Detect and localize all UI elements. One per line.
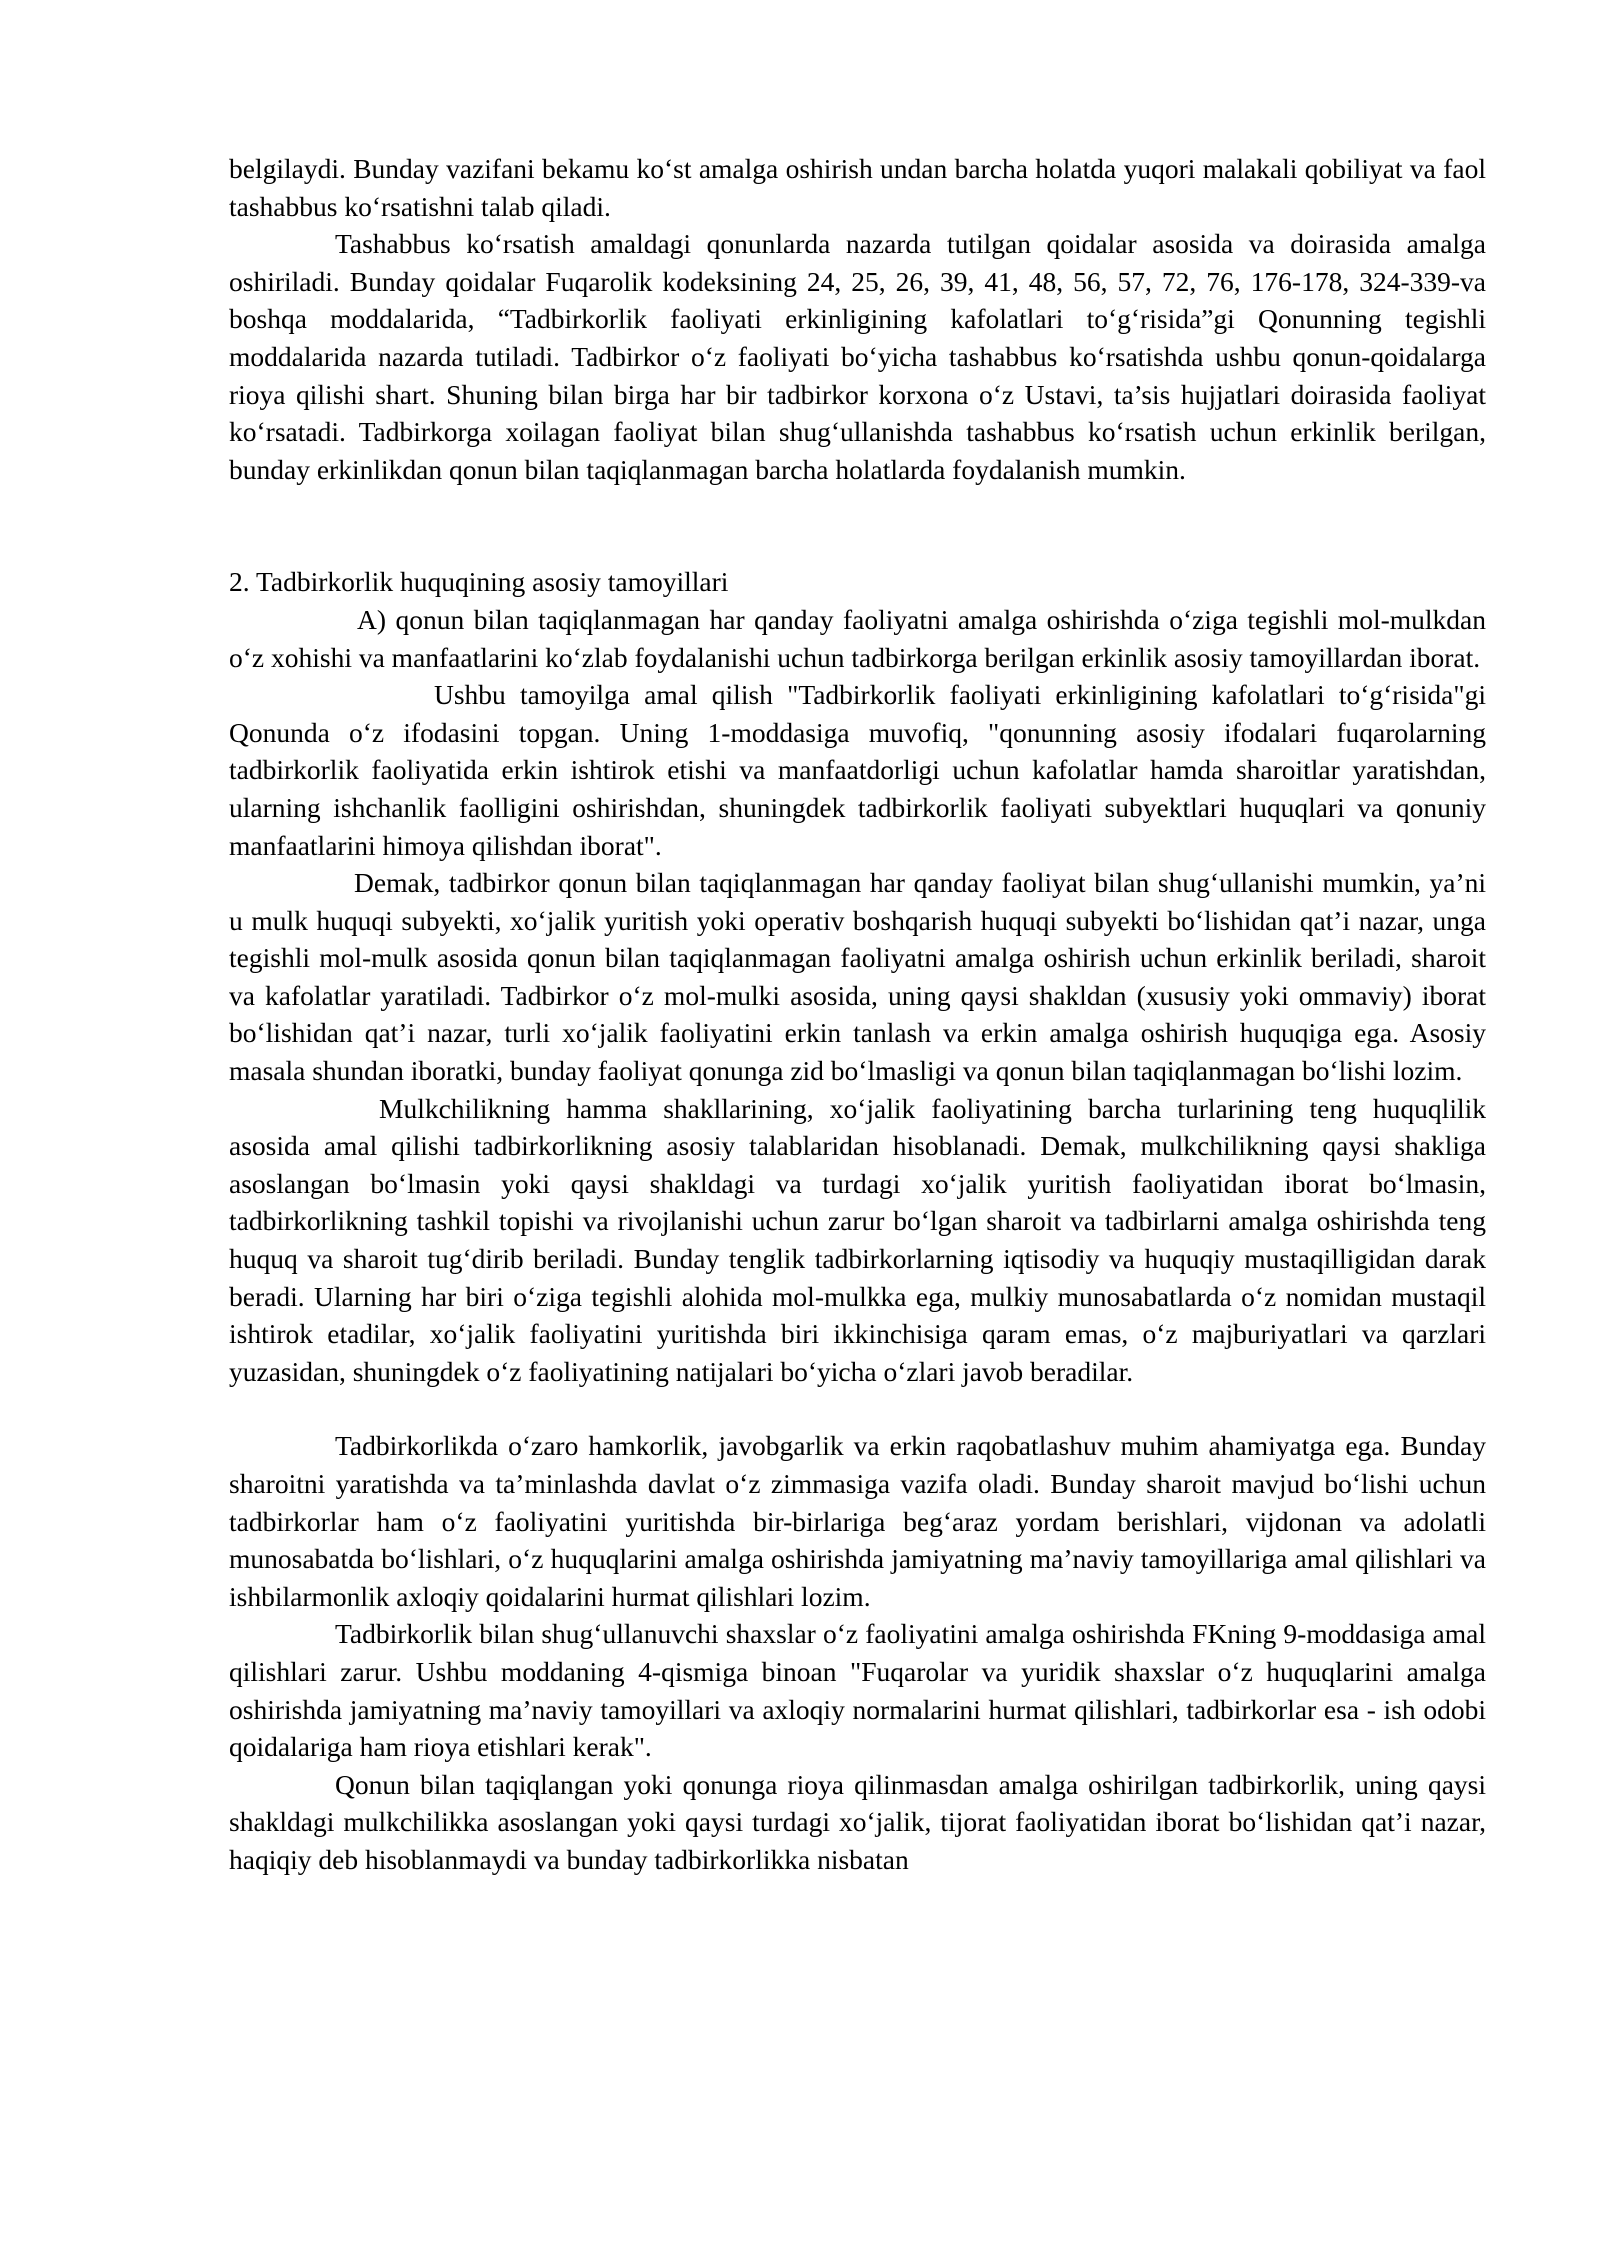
section-heading: 2. Tadbirkorlik huquqining asosiy tamoyillari — [229, 566, 729, 598]
paragraph-7: Tadbirkorlikda o‘zaro hamkorlik, javobgarlik va erkin raqobatlashuv muhim ahamiyatga ega. Bunday sharoitni yaratishda va ta’minlashda davlat o‘z zimmasiga vazifa oladi. Bunday sharoit mavjud bo‘lishi uchun tadbirkorlar ham o‘z faoliyatini yuritishda bir-birlariga beg‘araz yordam berishlari, vijdonan va adolatli munosabatda bo‘lishlari, o‘z huquqlarini amalga oshirishda jamiyatning ma’naviy tamoyillariga amal qilishlari va ishbilarmonlik axloqiy qoidalarini hurmat qilishlari lozim. — [229, 1430, 1486, 1612]
paragraph-5: Demak, tadbirkor qonun bilan taqiqlanmagan har qanday faoliyat bilan shug‘ullanishi mumkin, ya’ni u mulk huquqi subyekti, xo‘jalik yuritish yoki operativ boshqarish huquqi subyekti bo‘lishidan qat’i nazar, unga tegishli mol-mulk asosida qonun bilan taqiqlanmagan faoliyatni amalga oshirish uchun erkinlik beriladi, sharoit va kafolatlar yaratiladi. Tadbirkor o‘z mol-mulki asosida, uning qaysi shakldan (xususiy yoki ommaviy) iborat bo‘lishidan qat’i nazar, turli xo‘jalik faoliyatini erkin tanlash va erkin amalga oshirish huquqiga ega. Asosiy masala shundan iboratki, bunday faoliyat qonunga zid bo‘lmasligi va qonun bilan taqiqlanmagan bo‘lishi lozim. — [229, 867, 1486, 1087]
paragraph-3: A) qonun bilan taqiqlanmagan har qanday faoliyatni amalga oshirishda o‘ziga tegishli mol-mulkdan o‘z xohishi va manfaatlarini ko‘zlab foydalanishi uchun tadbirkorga berilgan erkinlik asosiy tamoyillardan iborat. — [229, 603, 1486, 673]
paragraph-4: Ushbu tamoyilga amal qilish "Tadbirkorlik faoliyati erkinligining kafolatlari to‘g‘risida"gi Qonunda o‘z ifodasini topgan. Uning 1-moddasiga muvofiq, "qonunning asosiy ifodalari fuqarolarning tadbirkorlik faoliyatida erkin ishtirok etishi va manfaatdorligi uchun kafolatlar hamda sharoitlar yaratishdan, ularning ishchanlik faolligini oshirishdan, shuningdek tadbirkorlik faoliyati subyektlari huquqlari va qonuniy manfaatlarini himoya qilishdan iborat". — [229, 679, 1486, 861]
paragraph-6: Mulkchilikning hamma shakllarining, xo‘jalik faoliyatining barcha turlarining teng huquqlilik asosida amal qilishi tadbirkorlikning asosiy talablaridan hisoblanadi. Demak, mulkchilikning qaysi shakliga asoslangan bo‘lmasin yoki qaysi shakldagi va turdagi xo‘jalik yuritish faoliyatidan iborat bo‘lmasin, tadbirkorlikning tashkil topishi va rivojlanishi uchun zarur bo‘lgan sharoit va tadbirlarni amalga oshirishda teng huquq va sharoit tug‘dirib beriladi. Bunday tenglik tadbirkorlarning iqtisodiy va huquqiy mustaqilligidan darak beradi. Ularning har biri o‘ziga tegishli alohida mol-mulkka ega, mulkiy munosabatlarda o‘z nomidan mustaqil ishtirok etadilar, xo‘jalik faoliyatini yuritishda biri ikkinchisiga qaram emas, o‘z majburiyatlari va qarzlari yuzasidan, shuningdek o‘z faoliyatining natijalari bo‘yicha o‘zlari javob beradilar. — [229, 1092, 1486, 1387]
paragraph-8: Tadbirkorlik bilan shug‘ullanuvchi shaxslar o‘z faoliyatini amalga oshirishda FKning 9-moddasiga amal qilishlari zarur. Ushbu moddaning 4-qismiga binoan "Fuqarolar va yuridik shaxslar o‘z huquqlarini amalga oshirishda jamiyatning ma’naviy tamoyillari va axloqiy normalarini hurmat qilishlari, tadbirkorlar esa - ish odobi qoidalariga ham rioya etishlari kerak". — [229, 1618, 1486, 1763]
paragraph-2: Tashabbus ko‘rsatish amaldagi qonunlarda nazarda tutilgan qoidalar asosida va doirasida amalga oshiriladi. Bunday qoidalar Fuqarolik kodeksining 24, 25, 26, 39, 41, 48, 56, 57, 72, 76, 176-178, 324-339-va boshqa moddalarida, “Tadbirkorlik faoliyati erkinligining kafolatlari to‘g‘risida”gi Qonunning tegishli moddalarida nazarda tutiladi. Tadbirkor o‘z faoliyati bo‘yicha tashabbus ko‘rsatishda ushbu qonun-qoidalarga rioya qilishi shart. Shuning bilan birga har bir tadbirkor korxona o‘z Ustavi, ta’sis hujjatlari doirasida faoliyat ko‘rsatadi. Tadbirkorga xoilagan faoliyat bilan shug‘ullanishda tashabbus ko‘rsatish uchun erkinlik berilgan, bunday erkinlikdan qonun bilan taqiqlanmagan barcha holatlarda foydalanish mumkin. — [229, 228, 1486, 485]
paragraph-1: belgilaydi. Bunday vazifani bekamu ko‘st amalga oshirish undan barcha holatda yuqori malakali qobiliyat va faol tashabbus ko‘rsatishni talab qiladi. — [229, 153, 1486, 222]
document-body — [229, 150, 1486, 1879]
paragraph-9: Qonun bilan taqiqlangan yoki qonunga rioya qilinmasdan amalga oshirilgan tadbirkorlik, uning qaysi shakldagi mulkchilikka asoslangan yoki qaysi turdagi xo‘jalik, tijorat faoliyatidan iborat bo‘lishidan qat’i nazar, haqiqiy deb hisoblanmaydi va bunday tadbirkorlikka nisbatan — [229, 1768, 1486, 1875]
